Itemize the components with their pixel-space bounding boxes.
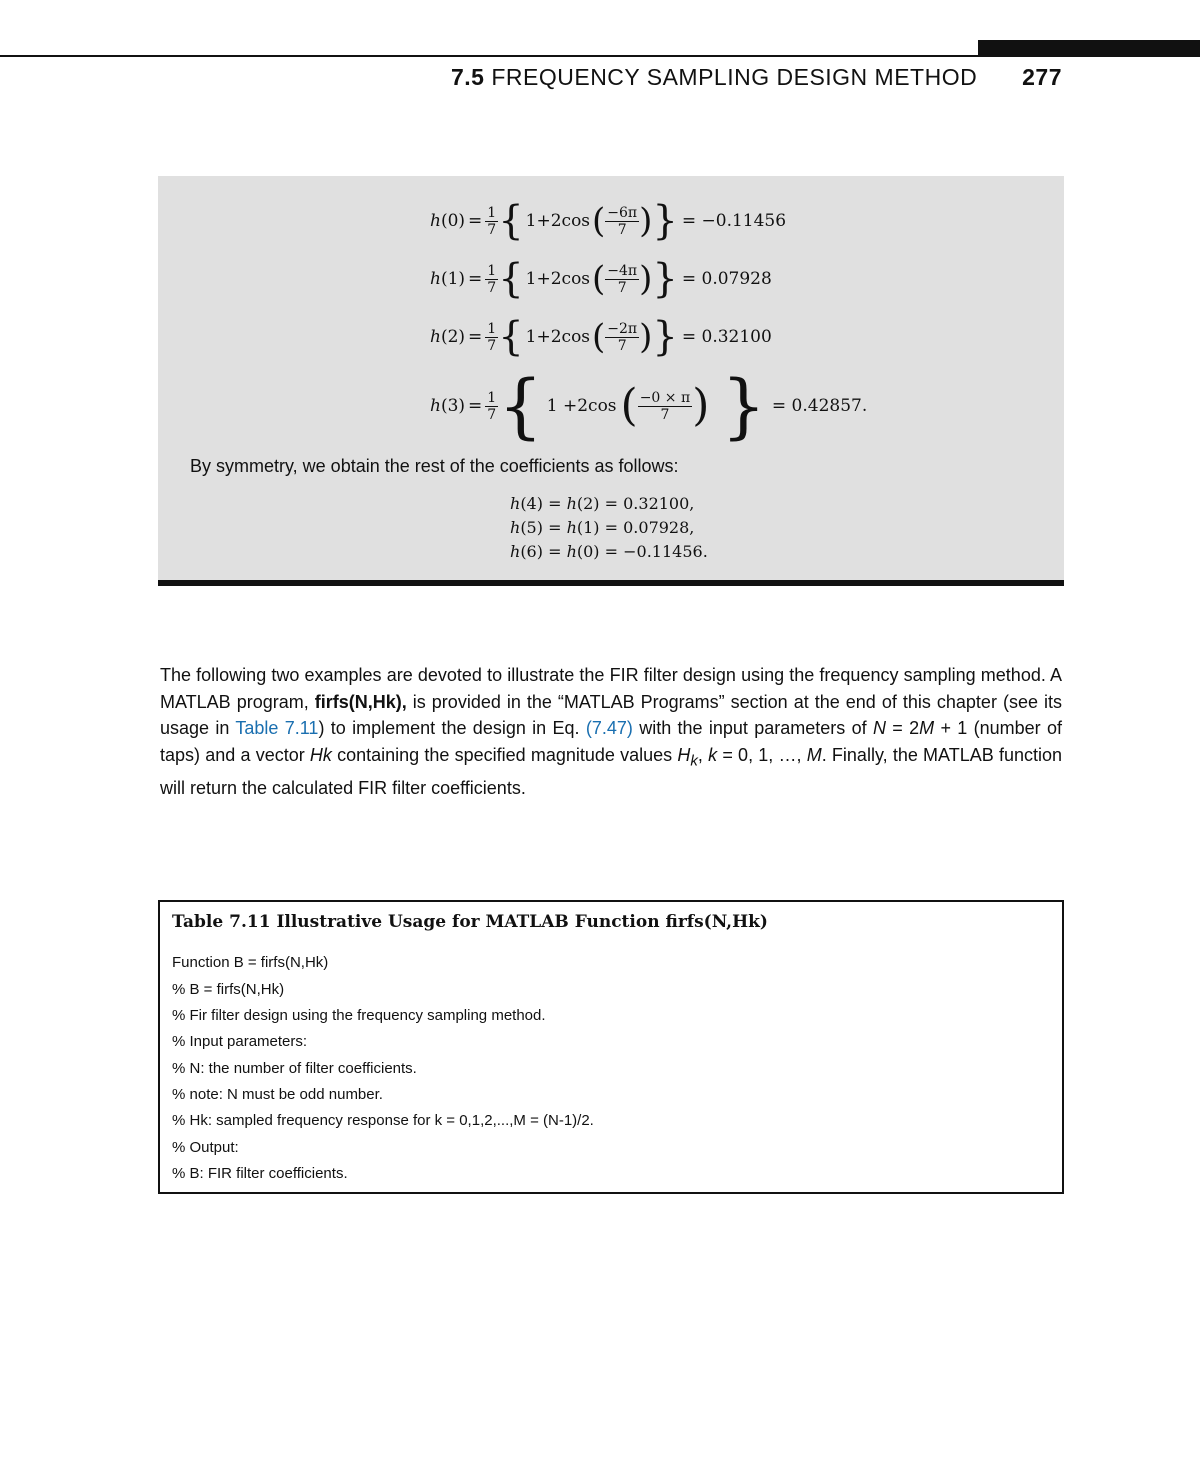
symmetry-line-h5: h(5) = h(1) = 0.07928, <box>510 518 695 537</box>
table-line: % note: N must be odd number. <box>172 1086 383 1103</box>
table-line: % Fir filter design using the frequency sampling method. <box>172 1007 546 1024</box>
function-name: firfs(N,Hk), <box>314 691 407 712</box>
running-header <box>451 64 1062 91</box>
table-line: % Hk: sampled frequency response for k = 0,1,2,...,M = (N-1)/2. <box>172 1112 594 1129</box>
table-title: Table 7.11 Illustrative Usage for MATLAB Function firfs(N,Hk) <box>172 912 768 932</box>
table-line: % B = firfs(N,Hk) <box>172 981 285 998</box>
table-line: Function B = firfs(N,Hk) <box>172 954 329 971</box>
section-title: FREQUENCY SAMPLING DESIGN METHOD <box>491 64 978 90</box>
symmetry-line-h4: h(4) = h(2) = 0.32100, <box>510 494 695 513</box>
page-number: 277 <box>1022 64 1062 90</box>
table-7-11-link[interactable]: Table 7.11 <box>235 718 319 738</box>
equation-7-47-link[interactable]: (7.47) <box>585 718 633 738</box>
table-7-11 <box>158 900 1064 1194</box>
equation-h0: h(0) = $\frac{1}{7}$ { 1+2cos ( $\frac{-6\pi}{7}$ ) } = −0.11456 <box>430 198 787 244</box>
equation-h1: h(1) = $\frac{1}{7}$ { 1+2cos ( $\frac{-4\pi}{7}$ ) } = 0.07928 <box>430 256 772 302</box>
symmetry-intro: By symmetry, we obtain the rest of the coefficients as follows: <box>190 456 679 476</box>
example-box-bottom-rule <box>158 580 1064 586</box>
section-number: 7.5 <box>450 64 485 90</box>
symmetry-line-h6: h(6) = h(0) = −0.11456. <box>510 542 708 561</box>
table-line: % Output: <box>172 1139 239 1156</box>
header-rule <box>0 55 980 57</box>
table-line: % Input parameters: <box>172 1033 308 1050</box>
body-paragraph: The following two examples are devoted to illustrate the FIR filter design using the frequency sampling method. A MATLAB program, firfs(N,Hk), is provided in the “MATLAB Programs” section at the end of this chapter (see its usage in Table 7.11) to implement the design in Eq. (7.47) with the input parameters of N = 2M + 1 (number of taps) and a vector Hk containing the specified magnitude values $H_k$, k = 0, 1, …, M. Finally, the MATLAB function will return the calculated FIR filter coefficients. <box>160 665 1062 798</box>
table-line: % N: the number of filter coefficients. <box>172 1060 417 1077</box>
header-tab-bar <box>978 40 1200 57</box>
equation-h3: h(3) = $\frac{1}{7}$ { 1 +2cos ( $\frac{-0 \times \pi}{7}$ ) } = 0.42857. <box>430 365 868 447</box>
equation-h2: h(2) = $\frac{1}{7}$ { 1+2cos ( $\frac{-2\pi}{7}$ ) } = 0.32100 <box>430 314 772 360</box>
table-line: % B: FIR filter coefficients. <box>172 1165 348 1182</box>
